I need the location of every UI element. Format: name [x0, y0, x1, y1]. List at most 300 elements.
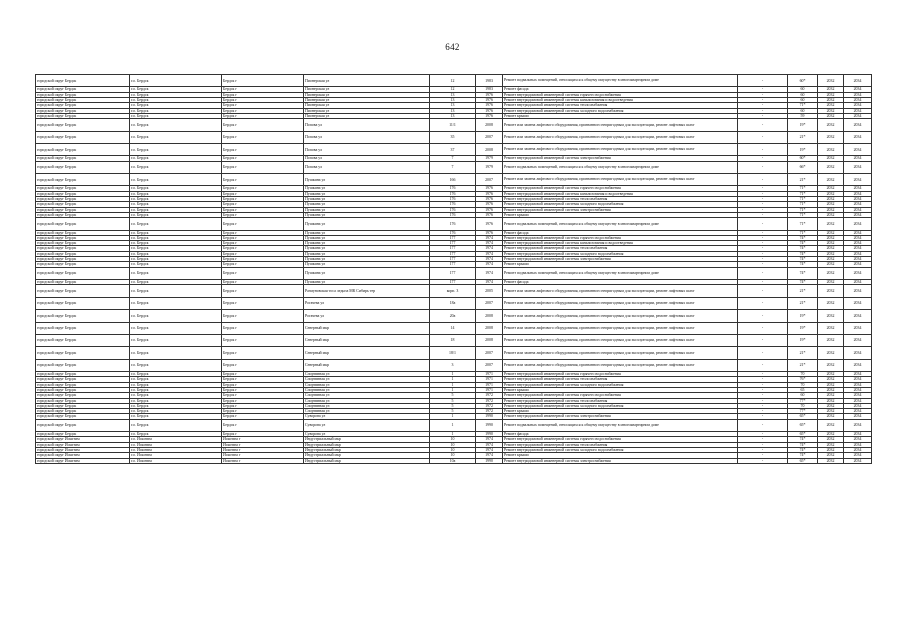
municipality-cell: городской округ Бердск: [36, 87, 130, 92]
house-cell: 177: [430, 241, 476, 246]
house-cell: 37: [430, 143, 476, 155]
street-cell: Пушкина ул: [304, 246, 430, 251]
work-type-cell: Ремонт внутридомовой инженерной системы горячего водоснабжения: [503, 393, 738, 398]
settlement-cell: г.о. Искитим: [130, 448, 222, 453]
house-cell: 18а: [430, 297, 476, 309]
start-year-cell: 2032: [818, 92, 844, 97]
cost-cell: 21*: [788, 285, 818, 297]
work-type-cell: Ремонт внутридомовой инженерной системы теплоснабжения: [503, 442, 738, 447]
street-cell: Спортивная ул: [304, 387, 430, 392]
street-cell: Пионерская ул: [304, 87, 430, 92]
house-cell: 18/1: [430, 347, 476, 359]
municipality-cell: городской округ Бердск: [36, 97, 130, 102]
house-cell: 176: [430, 218, 476, 230]
municipality-cell: городской округ Бердск: [36, 297, 130, 309]
house-cell: 5: [430, 393, 476, 398]
locality-cell: Бердск г: [222, 174, 304, 186]
year-cell: 1974: [476, 241, 503, 246]
street-cell: Индустриальный мкр: [304, 453, 430, 458]
work-type-cell: Ремонт внутридомовой инженерной системы электроснабжения: [503, 257, 738, 262]
cost-cell: 74*: [788, 437, 818, 442]
cost-cell: 71*: [788, 230, 818, 235]
work-type-cell: Ремонт крыши: [503, 453, 738, 458]
municipality-cell: городской округ Бердск: [36, 334, 130, 346]
table-row: [36, 131, 872, 143]
cost-cell: 74*: [788, 267, 818, 279]
street-cell: Пушкина ул: [304, 191, 430, 196]
year-cell: 1974: [476, 257, 503, 262]
area-cell: -: [738, 230, 788, 235]
work-type-cell: Ремонт или замена лифтового оборудования, признанного непригодным для эксплуатации, ремонт лифтовых шахт: [503, 119, 738, 131]
work-type-cell: Ремонт внутридомовой инженерной системы холодного водоснабжения: [503, 382, 738, 387]
settlement-cell: г.о. Бердск: [130, 103, 222, 108]
locality-cell: Искитим г: [222, 453, 304, 458]
end-year-cell: 2034: [844, 156, 872, 161]
locality-cell: Бердск г: [222, 197, 304, 202]
year-cell: 1976: [476, 92, 503, 97]
year-cell: 1990: [476, 419, 503, 431]
work-type-cell: Ремонт внутридомовой инженерной системы электроснабжения: [503, 458, 738, 463]
cost-cell: 71*: [788, 207, 818, 212]
year-cell: 2007: [476, 347, 503, 359]
area-cell: -: [738, 372, 788, 377]
year-cell: 1990: [476, 458, 503, 463]
start-year-cell: 2032: [818, 297, 844, 309]
table-row: [36, 161, 872, 173]
start-year-cell: 2032: [818, 414, 844, 419]
settlement-cell: г.о. Бердск: [130, 161, 222, 173]
start-year-cell: 2032: [818, 432, 844, 437]
municipality-cell: городской округ Бердск: [36, 92, 130, 97]
end-year-cell: 2034: [844, 458, 872, 463]
house-cell: 10а: [430, 458, 476, 463]
house-cell: 12: [430, 75, 476, 87]
cost-cell: 70: [788, 403, 818, 408]
start-year-cell: 2032: [818, 161, 844, 173]
municipality-cell: городской округ Бердск: [36, 75, 130, 87]
start-year-cell: 2032: [818, 334, 844, 346]
area-cell: -: [738, 432, 788, 437]
street-cell: Суворова ул: [304, 414, 430, 419]
cost-cell: 19*: [788, 119, 818, 131]
end-year-cell: 2034: [844, 280, 872, 285]
locality-cell: Бердск г: [222, 414, 304, 419]
settlement-cell: г.о. Бердск: [130, 131, 222, 143]
municipality-cell: городской округ Бердск: [36, 398, 130, 403]
work-type-cell: Ремонт внутридомовой инженерной системы канализования и водоотведения: [503, 191, 738, 196]
table-row: [36, 359, 872, 371]
street-cell: Спортивная ул: [304, 372, 430, 377]
house-cell: 1: [430, 377, 476, 382]
table-row: [36, 119, 872, 131]
area-cell: -: [738, 131, 788, 143]
street-cell: Пушкина ул: [304, 257, 430, 262]
area-cell: -: [738, 241, 788, 246]
settlement-cell: г.о. Бердск: [130, 267, 222, 279]
cost-cell: 74*: [788, 241, 818, 246]
area-cell: -: [738, 186, 788, 191]
house-cell: 177: [430, 251, 476, 256]
house-cell: 177: [430, 235, 476, 240]
municipality-cell: городской округ Искитим: [36, 448, 130, 453]
settlement-cell: г.о. Искитим: [130, 437, 222, 442]
cost-cell: 60*: [788, 156, 818, 161]
street-cell: Пионерская ул: [304, 113, 430, 118]
work-type-cell: Ремонт внутридомовой инженерной системы горячего водоснабжения: [503, 92, 738, 97]
house-cell: 14: [430, 322, 476, 334]
street-cell: Пушкина ул: [304, 267, 430, 279]
settlement-cell: г.о. Бердск: [130, 197, 222, 202]
house-cell: 18: [430, 334, 476, 346]
cost-cell: 60: [788, 92, 818, 97]
work-type-cell: Ремонт подвальных помещений, относящихся к общему имуществу в многоквартирном доме: [503, 161, 738, 173]
locality-cell: Бердск г: [222, 131, 304, 143]
settlement-cell: г.о. Бердск: [130, 230, 222, 235]
municipality-cell: городской округ Бердск: [36, 285, 130, 297]
work-type-cell: Ремонт подвальных помещений, относящихся к общему имуществу в многоквартирном доме: [503, 419, 738, 431]
work-type-cell: Ремонт или замена лифтового оборудования, признанного непригодным для эксплуатации, ремонт лифтовых шахт: [503, 174, 738, 186]
work-type-cell: Ремонт внутридомовой инженерной системы теплоснабжения: [503, 197, 738, 202]
area-cell: -: [738, 235, 788, 240]
locality-cell: Искитим г: [222, 437, 304, 442]
start-year-cell: 2032: [818, 359, 844, 371]
municipality-cell: городской округ Бердск: [36, 310, 130, 322]
area-cell: -: [738, 207, 788, 212]
municipality-cell: городской округ Бердск: [36, 377, 130, 382]
work-type-cell: Ремонт внутридомовой инженерной системы теплоснабжения: [503, 246, 738, 251]
work-type-cell: Ремонт крыши: [503, 409, 738, 414]
start-year-cell: 2032: [818, 235, 844, 240]
year-cell: 2007: [476, 131, 503, 143]
settlement-cell: г.о. Бердск: [130, 186, 222, 191]
house-cell: 13: [430, 108, 476, 113]
house-cell: 176: [430, 186, 476, 191]
table-row: [36, 322, 872, 334]
settlement-cell: г.о. Бердск: [130, 92, 222, 97]
work-type-cell: Ремонт или замена лифтового оборудования, признанного непригодным для эксплуатации, ремонт лифтовых шахт: [503, 310, 738, 322]
cost-cell: 60: [788, 108, 818, 113]
settlement-cell: г.о. Бердск: [130, 113, 222, 118]
street-cell: Пионерская ул: [304, 75, 430, 87]
start-year-cell: 2032: [818, 156, 844, 161]
cost-cell: 70: [788, 382, 818, 387]
year-cell: 2008: [476, 334, 503, 346]
municipality-cell: городской округ Бердск: [36, 280, 130, 285]
end-year-cell: 2034: [844, 103, 872, 108]
cost-cell: 66*: [788, 161, 818, 173]
settlement-cell: г.о. Бердск: [130, 359, 222, 371]
area-cell: -: [738, 448, 788, 453]
settlement-cell: г.о. Бердск: [130, 143, 222, 155]
work-type-cell: Ремонт внутридомовой инженерной системы горячего водоснабжения: [503, 186, 738, 191]
area-cell: -: [738, 87, 788, 92]
house-cell: 10: [430, 442, 476, 447]
area-cell: -: [738, 398, 788, 403]
year-cell: 1972: [476, 403, 503, 408]
municipality-cell: городской округ Бердск: [36, 202, 130, 207]
year-cell: 1976: [476, 108, 503, 113]
house-cell: 13: [430, 113, 476, 118]
street-cell: Пушкина ул: [304, 174, 430, 186]
locality-cell: Бердск г: [222, 119, 304, 131]
end-year-cell: 2034: [844, 310, 872, 322]
municipality-cell: городской округ Бердск: [36, 156, 130, 161]
house-cell: 7: [430, 161, 476, 173]
municipality-cell: городской округ Бердск: [36, 143, 130, 155]
area-cell: -: [738, 191, 788, 196]
end-year-cell: 2034: [844, 108, 872, 113]
cost-cell: 19*: [788, 334, 818, 346]
work-type-cell: Ремонт или замена лифтового оборудования, признанного непригодным для эксплуатации, ремонт лифтовых шахт: [503, 285, 738, 297]
start-year-cell: 2032: [818, 453, 844, 458]
locality-cell: Бердск г: [222, 267, 304, 279]
street-cell: Попова ул: [304, 156, 430, 161]
municipality-cell: городской округ Бердск: [36, 347, 130, 359]
start-year-cell: 2032: [818, 230, 844, 235]
locality-cell: Бердск г: [222, 359, 304, 371]
municipality-cell: городской округ Бердск: [36, 113, 130, 118]
end-year-cell: 2034: [844, 285, 872, 297]
end-year-cell: 2034: [844, 246, 872, 251]
year-cell: 1974: [476, 453, 503, 458]
year-cell: 1974: [476, 437, 503, 442]
area-cell: -: [738, 347, 788, 359]
area-cell: -: [738, 297, 788, 309]
cost-cell: 19*: [788, 322, 818, 334]
locality-cell: Бердск г: [222, 377, 304, 382]
settlement-cell: г.о. Бердск: [130, 251, 222, 256]
start-year-cell: 2032: [818, 119, 844, 131]
street-cell: Спортивная ул: [304, 398, 430, 403]
municipality-cell: городской округ Искитим: [36, 442, 130, 447]
end-year-cell: 2034: [844, 97, 872, 102]
house-cell: 177: [430, 267, 476, 279]
cost-cell: 21*: [788, 347, 818, 359]
cost-cell: 60: [788, 97, 818, 102]
start-year-cell: 2032: [818, 186, 844, 191]
work-type-cell: Ремонт внутридомовой инженерной системы холодного водоснабжения: [503, 202, 738, 207]
end-year-cell: 2034: [844, 432, 872, 437]
locality-cell: Бердск г: [222, 241, 304, 246]
start-year-cell: 2032: [818, 372, 844, 377]
area-cell: -: [738, 458, 788, 463]
street-cell: Спортивная ул: [304, 409, 430, 414]
start-year-cell: 2032: [818, 131, 844, 143]
settlement-cell: г.о. Бердск: [130, 202, 222, 207]
locality-cell: Бердск г: [222, 393, 304, 398]
year-cell: 1979: [476, 161, 503, 173]
area-cell: -: [738, 119, 788, 131]
settlement-cell: г.о. Бердск: [130, 387, 222, 392]
area-cell: -: [738, 257, 788, 262]
start-year-cell: 2032: [818, 382, 844, 387]
year-cell: 1976: [476, 202, 503, 207]
table-row: [36, 458, 872, 463]
end-year-cell: 2034: [844, 212, 872, 217]
street-cell: Северный мкр: [304, 359, 430, 371]
work-type-cell: Ремонт внутридомовой инженерной системы холодного водоснабжения: [503, 448, 738, 453]
locality-cell: Бердск г: [222, 403, 304, 408]
work-type-cell: Ремонт внутридомовой инженерной системы канализования и водоотведения: [503, 241, 738, 246]
settlement-cell: г.о. Бердск: [130, 119, 222, 131]
locality-cell: Бердск г: [222, 97, 304, 102]
start-year-cell: 2032: [818, 448, 844, 453]
municipality-cell: городской округ Бердск: [36, 230, 130, 235]
year-cell: 1974: [476, 246, 503, 251]
locality-cell: Бердск г: [222, 297, 304, 309]
start-year-cell: 2032: [818, 377, 844, 382]
start-year-cell: 2032: [818, 409, 844, 414]
settlement-cell: г.о. Бердск: [130, 414, 222, 419]
settlement-cell: г.о. Бердск: [130, 191, 222, 196]
street-cell: Северный мкр: [304, 322, 430, 334]
area-cell: -: [738, 409, 788, 414]
house-cell: 176: [430, 207, 476, 212]
work-type-cell: Ремонт фасада: [503, 432, 738, 437]
street-cell: Пушкина ул: [304, 202, 430, 207]
settlement-cell: г.о. Бердск: [130, 174, 222, 186]
street-cell: Пушкина ул: [304, 241, 430, 246]
end-year-cell: 2034: [844, 257, 872, 262]
locality-cell: Бердск г: [222, 143, 304, 155]
cost-cell: 71*: [788, 218, 818, 230]
area-cell: -: [738, 197, 788, 202]
locality-cell: Бердск г: [222, 235, 304, 240]
area-cell: -: [738, 246, 788, 251]
house-cell: 35: [430, 131, 476, 143]
locality-cell: Бердск г: [222, 280, 304, 285]
end-year-cell: 2034: [844, 87, 872, 92]
end-year-cell: 2034: [844, 322, 872, 334]
work-type-cell: Ремонт крыши: [503, 113, 738, 118]
street-cell: Индустриальный мкр: [304, 448, 430, 453]
area-cell: -: [738, 442, 788, 447]
start-year-cell: 2032: [818, 174, 844, 186]
cost-cell: 74*: [788, 246, 818, 251]
settlement-cell: г.о. Бердск: [130, 322, 222, 334]
municipality-cell: городской округ Искитим: [36, 458, 130, 463]
street-cell: Индустриальный мкр: [304, 437, 430, 442]
end-year-cell: 2034: [844, 334, 872, 346]
house-cell: 5: [430, 403, 476, 408]
work-type-cell: Ремонт внутридомовой инженерной системы теплоснабжения: [503, 377, 738, 382]
cost-cell: 74*: [788, 442, 818, 447]
house-cell: 177: [430, 257, 476, 262]
settlement-cell: г.о. Бердск: [130, 257, 222, 262]
settlement-cell: г.о. Бердск: [130, 285, 222, 297]
street-cell: Рогачева ул: [304, 297, 430, 309]
year-cell: 1974: [476, 442, 503, 447]
municipality-cell: городской округ Бердск: [36, 119, 130, 131]
year-cell: 1971: [476, 382, 503, 387]
area-cell: -: [738, 322, 788, 334]
end-year-cell: 2034: [844, 75, 872, 87]
end-year-cell: 2034: [844, 453, 872, 458]
start-year-cell: 2032: [818, 322, 844, 334]
area-cell: -: [738, 310, 788, 322]
cost-cell: 60: [788, 393, 818, 398]
table-row: [36, 310, 872, 322]
area-cell: -: [738, 143, 788, 155]
cost-cell: 21*: [788, 131, 818, 143]
start-year-cell: 2032: [818, 442, 844, 447]
municipality-cell: городской округ Бердск: [36, 267, 130, 279]
year-cell: 1974: [476, 280, 503, 285]
table-row: [36, 334, 872, 346]
municipality-cell: городской округ Бердск: [36, 403, 130, 408]
start-year-cell: 2032: [818, 310, 844, 322]
end-year-cell: 2034: [844, 174, 872, 186]
street-cell: Пушкина ул: [304, 262, 430, 267]
cost-cell: 19*: [788, 310, 818, 322]
start-year-cell: 2032: [818, 218, 844, 230]
settlement-cell: г.о. Бердск: [130, 432, 222, 437]
street-cell: Попова ул: [304, 131, 430, 143]
municipality-cell: городской округ Бердск: [36, 103, 130, 108]
year-cell: 1979: [476, 156, 503, 161]
work-type-cell: Ремонт внутридомовой инженерной системы горячего водоснабжения: [503, 235, 738, 240]
locality-cell: Бердск г: [222, 382, 304, 387]
start-year-cell: 2032: [818, 437, 844, 442]
year-cell: 2008: [476, 119, 503, 131]
work-type-cell: Ремонт подвальных помещений, относящихся к общему имуществу в многоквартирном доме: [503, 218, 738, 230]
year-cell: 1971: [476, 372, 503, 377]
table-row: [36, 297, 872, 309]
street-cell: Пушкина ул: [304, 218, 430, 230]
locality-cell: Бердск г: [222, 191, 304, 196]
municipality-cell: городской округ Бердск: [36, 419, 130, 431]
area-cell: -: [738, 453, 788, 458]
settlement-cell: г.о. Бердск: [130, 393, 222, 398]
locality-cell: Бердск г: [222, 372, 304, 377]
work-type-cell: Ремонт внутридомовой инженерной системы холодного водоснабжения: [503, 403, 738, 408]
settlement-cell: г.о. Бердск: [130, 108, 222, 113]
cost-cell: 74*: [788, 251, 818, 256]
start-year-cell: 2032: [818, 403, 844, 408]
municipality-cell: городской округ Бердск: [36, 262, 130, 267]
year-cell: 1974: [476, 235, 503, 240]
work-type-cell: Ремонт внутридомовой инженерной системы теплоснабжения: [503, 103, 738, 108]
end-year-cell: 2034: [844, 377, 872, 382]
year-cell: 1976: [476, 230, 503, 235]
house-cell: 13: [430, 92, 476, 97]
municipality-cell: городской округ Бердск: [36, 382, 130, 387]
year-cell: 1976: [476, 113, 503, 118]
work-type-cell: Ремонт крыши: [503, 262, 738, 267]
settlement-cell: г.о. Бердск: [130, 75, 222, 87]
settlement-cell: г.о. Бердск: [130, 347, 222, 359]
start-year-cell: 2032: [818, 398, 844, 403]
end-year-cell: 2034: [844, 235, 872, 240]
start-year-cell: 2032: [818, 251, 844, 256]
work-type-cell: Ремонт крыши: [503, 387, 738, 392]
street-cell: Размуновская тоса ледыза МК Сибирь тер: [304, 285, 430, 297]
settlement-cell: г.о. Бердск: [130, 280, 222, 285]
settlement-cell: г.о. Бердск: [130, 334, 222, 346]
area-cell: -: [738, 212, 788, 217]
municipality-cell: городской округ Бердск: [36, 387, 130, 392]
start-year-cell: 2032: [818, 113, 844, 118]
municipality-cell: городской округ Бердск: [36, 161, 130, 173]
street-cell: Пушкина ул: [304, 212, 430, 217]
year-cell: 2005: [476, 285, 503, 297]
start-year-cell: 2032: [818, 257, 844, 262]
street-cell: Пушкина ул: [304, 197, 430, 202]
area-cell: -: [738, 393, 788, 398]
end-year-cell: 2034: [844, 267, 872, 279]
street-cell: Спортивная ул: [304, 382, 430, 387]
locality-cell: Бердск г: [222, 92, 304, 97]
